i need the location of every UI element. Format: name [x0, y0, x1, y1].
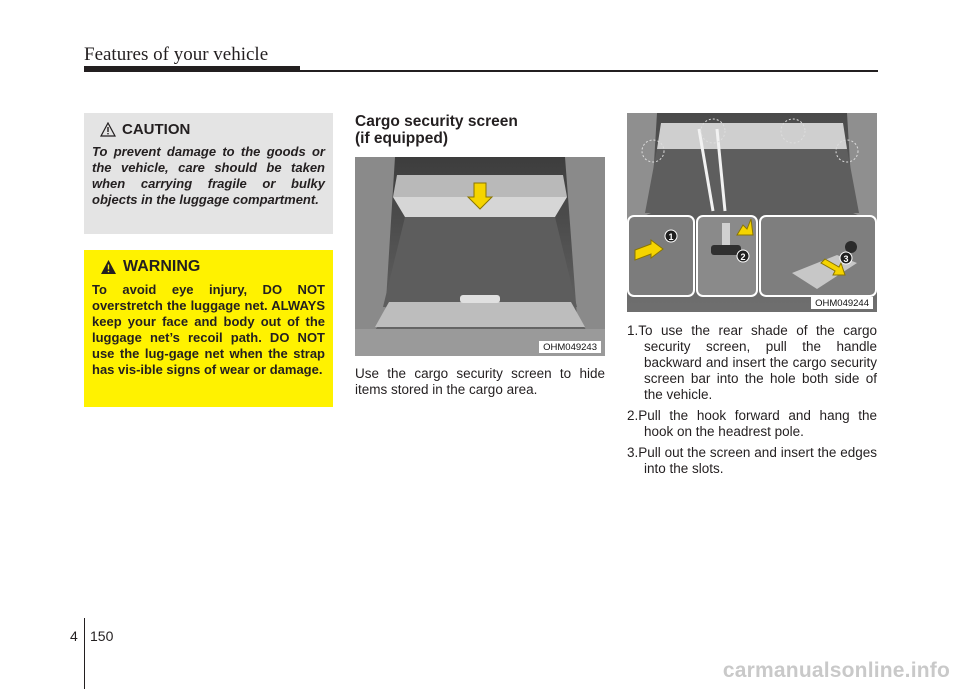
- instruction-steps: [627, 323, 877, 482]
- footer-divider: [84, 618, 85, 689]
- caution-title: CAUTION: [122, 121, 191, 138]
- warning-triangle-outline-icon: [100, 122, 116, 137]
- section-title-line1: Cargo security screen: [355, 113, 518, 130]
- running-header: Features of your vehicle: [84, 44, 269, 65]
- caution-heading: [100, 121, 325, 138]
- section-title-line2: (if equipped): [355, 130, 448, 147]
- cargo-area-photo: [355, 157, 605, 356]
- photo-code: OHM049243: [539, 341, 601, 353]
- page-number: 150: [90, 628, 114, 644]
- warning-text: To avoid eye injury, DO NOT overstretch the luggage net. ALWAYS keep your face and body out of the luggage net’s recoil path. DO NOT use the lug-gage net when the strap has vis-ible signs of wear or damage.: [92, 282, 325, 377]
- caution-text: To prevent damage to the goods or the vehicle, care should be taken when carrying fragile or bulky objects in the luggage compartment.: [92, 144, 325, 207]
- warning-triangle-filled-icon: [100, 259, 117, 275]
- section-body: Use the cargo security screen to hide items stored in the cargo area.: [355, 366, 605, 397]
- watermark: carmanualsonline.info: [722, 659, 950, 682]
- callout-label-1: 1: [668, 232, 674, 242]
- cargo-area-illustration: [355, 157, 605, 356]
- callout-label-2: 2: [740, 252, 746, 262]
- photo-code: OHM049244: [811, 297, 873, 309]
- header-rule: [84, 70, 878, 72]
- section-number: 4: [70, 628, 78, 644]
- warning-box: [84, 250, 333, 407]
- step-item: 2.Pull the hook forward and hang the hook on the headrest pole.: [627, 408, 877, 439]
- step-item: 3.Pull out the screen and insert the edges into the slots.: [627, 445, 877, 476]
- cargo-screen-illustration: [627, 113, 877, 312]
- step-item: 1.To use the rear shade of the cargo security screen, pull the handle backward and insert the cargo security screen bar into the hole both side of the vehicle.: [627, 323, 877, 402]
- cargo-screen-install-photo: [627, 113, 877, 312]
- caution-box: [84, 113, 333, 234]
- warning-title: WARNING: [123, 258, 201, 275]
- callout-label-3: 3: [843, 254, 849, 264]
- section-title: [355, 113, 605, 147]
- warning-heading: [100, 258, 325, 276]
